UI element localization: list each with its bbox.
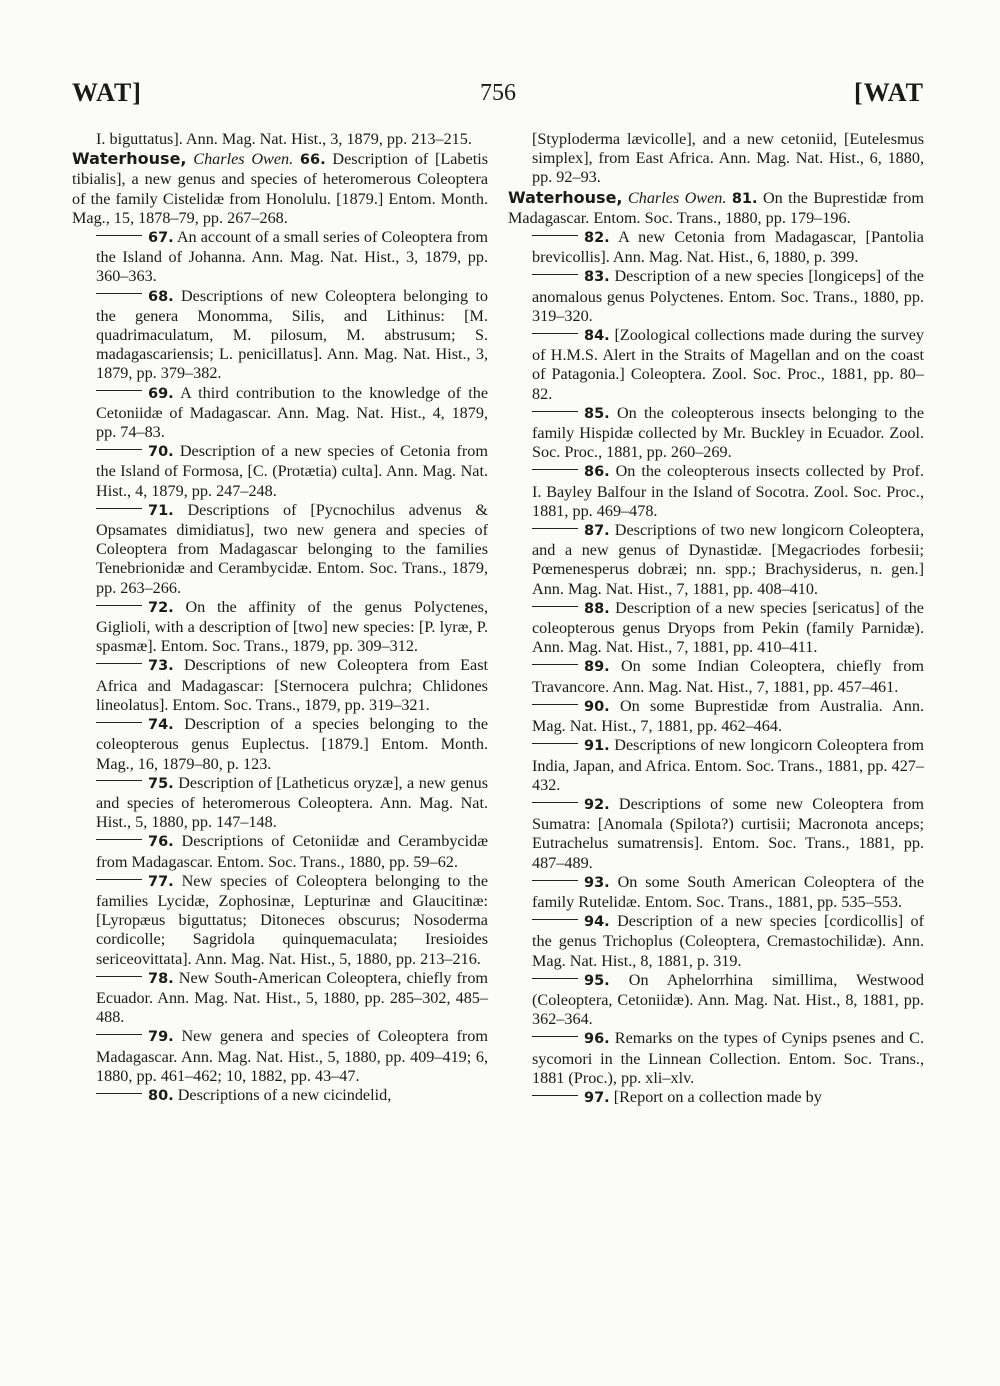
entry-number: 80. xyxy=(148,1087,174,1104)
entry-text: On some South American Coleoptera of the family Rutelidæ. Entom. Soc. Trans., 1881, pp. 535–553. xyxy=(532,872,925,911)
entry-text: New genera and species of Coleoptera from Madagascar. Ann. Mag. Nat. Hist., 5, 1880, pp. 409–419; 6, 1880, pp. 461–462; 10, 1882, pp. 43–47. xyxy=(96,1027,488,1085)
entry-text: Description of a new species [sericatus] of the coleopterous genus Dryops from Pekin (family Parnidæ). Ann. Mag. Nat. Hist., 7, 1881, pp. 410–411. xyxy=(532,598,924,657)
ditto-dash xyxy=(532,664,578,665)
bibliography-entry xyxy=(532,657,924,696)
ditto-dash xyxy=(532,606,578,607)
bibliography-entry xyxy=(532,1088,924,1108)
entry-number: 77. xyxy=(148,873,174,890)
bibliography-entry xyxy=(532,462,924,521)
entry-text: On Aphelorrhina simillima, Westwood (Coleoptera, Cetoniidæ). Ann. Mag. Nat. Hist., 8, 1881, pp. 362–364. xyxy=(532,970,925,1029)
entry-text: On some Buprestidæ from Australia. Ann. Mag. Nat. Hist., 7, 1881, pp. 462–464. xyxy=(532,696,925,736)
author-given-name: Charles Owen. xyxy=(193,150,294,169)
entry-text: On the Buprestidæ from Madagascar. Entom. Soc. Trans., 1880, pp. 179–196. xyxy=(508,188,924,227)
entry-number: 73. xyxy=(148,658,174,675)
entry-number: 71. xyxy=(148,502,174,519)
bibliography-entry xyxy=(532,228,924,267)
entry-number: 96. xyxy=(584,1031,610,1048)
entry-number: 67. xyxy=(148,230,174,247)
bibliography-entry xyxy=(532,912,924,971)
entry-text: [Zoological collections made during the survey of H.M.S. Alert in the Straits of Magellan and on the coast of Patagonia.] Coleoptera. Zool. Soc. Proc., 1881, pp. 80–82. xyxy=(532,326,925,403)
entry-text: On the coleopterous insects belonging to the family Hispidæ collected by Mr. Buckley in Ecuador. Zool. Soc. Proc., 1881, pp. 260–269. xyxy=(532,403,925,462)
bibliography-entry xyxy=(96,384,488,443)
bibliography-entry xyxy=(96,656,488,715)
entry-text: Description of [Latheticus oryzæ], a new genus and species of heteromerous Coleoptera. Ann. Mag. Nat. Hist., 5, 1880, pp. 147–148. xyxy=(96,773,488,832)
bibliography-entry xyxy=(96,969,488,1028)
ditto-dash xyxy=(96,976,142,977)
ditto-dash xyxy=(96,605,142,606)
entry-text: Description of a new species [cordicollis] of the genus Trichoplus (Coleoptera, Cremastochilidæ). Ann. Mag. Nat. Hist., 8, 1881, p. 319. xyxy=(532,912,924,970)
bibliography-entry xyxy=(96,832,488,871)
entry-text: On some Indian Coleoptera, chiefly from Travancore. Ann. Mag. Nat. Hist., 7, 1881, pp. 457–461. xyxy=(532,657,925,696)
page-number: 756 xyxy=(480,80,516,106)
bibliography-entry xyxy=(532,697,924,736)
entry-number: 93. xyxy=(584,874,610,891)
author-entry xyxy=(508,188,924,228)
entry-number: 94. xyxy=(584,914,610,931)
entry-text: A new Cetonia from Madagascar, [Pantolia brevicollis]. Ann. Mag. Nat. Hist., 6, 1880, p. 399. xyxy=(532,228,924,267)
entry-text: Descriptions of new Coleoptera belonging to the genera Monomma, Silis, and Lithinus: [M. quadrimaculatum, M. pilosum, M. abstrusum; S. madagascariensis; L. penicillatus]. Ann. Mag. Nat. Hist., 3, 1879, pp. 379–382. xyxy=(96,286,488,383)
entry-text: Description of a new species [longiceps] of the anomalous genus Polyctenes. Entom. Soc. Trans., 1880, pp. 319–320. xyxy=(532,267,924,325)
entry-text: Description of a species belonging to the coleopterous genus Euplectus. [1879.] Entom. Month. Mag., 16, 1879–80, p. 123. xyxy=(96,715,488,773)
bibliography-entry xyxy=(532,521,924,599)
bibliography-entry xyxy=(96,715,488,774)
ditto-dash xyxy=(532,880,578,881)
bibliography-entry xyxy=(532,267,924,326)
ditto-dash xyxy=(532,333,578,334)
bibliography-entry xyxy=(96,774,488,833)
entry-text: On the affinity of the genus Polyctenes, Giglioli, with a description of [two] new species: [P. lyræ, P. spasmæ]. Entom. Soc. Trans., 1879, pp. 309–312. xyxy=(96,597,489,656)
entry-text: An account of a small series of Coleoptera from the Island of Johanna. Ann. Mag. Nat. Hist., 3, 1879, pp. 360–363. xyxy=(96,228,488,286)
entry-number: 92. xyxy=(584,796,610,813)
ditto-dash xyxy=(96,722,142,723)
entry-number: 69. xyxy=(148,385,174,402)
ditto-dash xyxy=(532,919,578,920)
entry-text: Remarks on the types of Cynips psenes and C. sycomori in the Linnean Collection. Entom. Soc. Trans., 1881 (Proc.), pp. xli–xlv. xyxy=(532,1029,925,1087)
ditto-dash xyxy=(96,449,142,450)
bibliography-entry xyxy=(96,442,488,501)
entry-number: 79. xyxy=(148,1029,174,1046)
entry-number: 75. xyxy=(148,775,174,792)
ditto-dash xyxy=(96,293,142,294)
bibliography-entry xyxy=(532,971,924,1030)
entry-number: 85. xyxy=(584,405,610,422)
entry-text: Descriptions of some new Coleoptera from Sumatra: [Anomala (Spilota?) curtisii; Macronota anceps; Eutrachelus sumatrensis]. Entom. Soc. Trans., 1881, pp. 487–489. xyxy=(532,794,924,872)
header-right-keyword: [WAT xyxy=(854,78,924,107)
bibliography-entry xyxy=(532,873,924,912)
ditto-dash xyxy=(96,235,142,236)
entry-number: 74. xyxy=(148,717,174,734)
entry-number: 83. xyxy=(584,269,610,286)
ditto-dash xyxy=(96,839,142,840)
entry-number: 84. xyxy=(584,328,610,345)
bibliography-entry xyxy=(532,795,924,873)
ditto-dash xyxy=(96,508,142,509)
entry-number: 81. xyxy=(731,190,758,207)
ditto-dash xyxy=(532,469,578,470)
right-column xyxy=(508,130,925,1108)
entry-text: [Report on a collection made by xyxy=(613,1087,822,1106)
bibliography-entry xyxy=(532,736,924,795)
ditto-dash xyxy=(96,780,142,781)
entry-text: Descriptions of new longicorn Coleoptera from India, Japan, and Africa. Entom. Soc. Trans., 1881, pp. 427–432. xyxy=(532,736,924,794)
ditto-dash xyxy=(532,704,578,705)
bibliography-entry xyxy=(532,404,924,463)
entry-text: New species of Coleoptera belonging to the families Lycidæ, Zophosinæ, Lepturinæ and Glaucitinæ: [Lyropæus biguttatus; Ditoneces obscurus; Nosoderma cordicolle; Sagridola quinquemaculata; Iresioides sericeovittata]. Ann. Mag. Nat. Hist., 5, 1880, pp. 213–216. xyxy=(96,871,489,968)
ditto-dash xyxy=(96,879,142,880)
bibliography-entry xyxy=(96,228,488,287)
entry-number: 82. xyxy=(584,230,610,247)
entry-number: 88. xyxy=(584,600,610,617)
bibliography-entry xyxy=(532,326,924,404)
entry-text: On the coleopterous insects collected by Prof. I. Bayley Balfour in the Island of Socotra. Zool. Soc. Proc., 1881, pp. 469–478. xyxy=(532,462,924,520)
bibliography-entry xyxy=(532,1029,924,1088)
entry-number: 91. xyxy=(584,738,610,755)
entry-number: 87. xyxy=(584,523,610,540)
author-entry xyxy=(72,149,488,228)
ditto-dash xyxy=(532,528,578,529)
left-column xyxy=(72,130,489,1106)
entry-number: 95. xyxy=(584,972,610,989)
entry-list xyxy=(532,228,924,1108)
bibliography-entry xyxy=(96,1027,488,1086)
entry-text: New South-American Coleoptera, chiefly from Ecuador. Ann. Mag. Nat. Hist., 5, 1880, pp. 285–302, 485–488. xyxy=(96,968,489,1027)
bibliography-entry xyxy=(96,501,488,598)
running-header xyxy=(72,78,924,118)
continuation-entry: I. biguttatus]. Ann. Mag. Nat. Hist., 3, 1879, pp. 213–215. xyxy=(96,130,472,148)
entry-text: Description of a new species of Cetonia from the Island of Formosa, [C. (Protætia) culta]. Ann. Mag. Nat. Hist., 4, 1879, pp. 247–248. xyxy=(96,442,488,500)
author-surname: Waterhouse, xyxy=(508,187,623,207)
continuation-entry: [Styploderma lævicolle], and a new cetoniid, [Eutelesmus simplex], from East Africa. Ann. Mag. Nat. Hist., 6, 1880, pp. 92–93. xyxy=(532,130,924,187)
ditto-dash xyxy=(532,978,578,979)
entry-text: Descriptions of two new longicorn Coleoptera, and a new genus of Dynastidæ. [Megacriodes forbesii; Pœmenesperus dobræi; nn. spp.; Brachysiderus, n. gen.] Ann. Mag. Nat. Hist., 7, 1881, pp. 408–410. xyxy=(532,521,924,598)
ditto-dash xyxy=(96,390,142,391)
entry-text: Description of [Labetis tibialis], a new genus and species of heteromerous Coleoptera of the family Cistelidæ from Honolulu. [1879.] Entom. Month. Mag., 15, 1878–79, pp. 267–268. xyxy=(72,150,488,227)
entry-number: 68. xyxy=(148,288,174,305)
entry-number: 66. xyxy=(299,152,326,169)
ditto-dash xyxy=(532,274,578,275)
entry-number: 97. xyxy=(584,1089,610,1106)
bibliography-entry xyxy=(96,872,488,969)
bibliography-entry xyxy=(532,599,924,658)
entry-number: 89. xyxy=(584,659,610,676)
header-left-keyword: WAT] xyxy=(72,78,142,107)
entry-text: Descriptions of [Pycnochilus advenus & Opsamates dimidiatus], two new genera and species of Coleoptera from Madagascar belonging to the families Tenebrionidæ and Cerambycidæ. Entom. Soc. Trans., 1879, pp. 263–266. xyxy=(96,500,489,597)
author-surname: Waterhouse, xyxy=(72,149,187,169)
ditto-dash xyxy=(96,663,142,664)
entry-list xyxy=(96,228,488,1106)
entry-number: 72. xyxy=(148,599,174,616)
ditto-dash xyxy=(532,411,578,412)
ditto-dash xyxy=(532,1036,578,1037)
author-given-name: Charles Owen. xyxy=(627,188,727,207)
entry-number: 86. xyxy=(584,464,610,481)
entry-text: A third contribution to the knowledge of the Cetoniidæ of Madagascar. Ann. Mag. Nat. Hist., 4, 1879, pp. 74–83. xyxy=(96,383,489,442)
entry-number: 76. xyxy=(148,834,174,851)
entry-number: 70. xyxy=(148,444,174,461)
ditto-dash xyxy=(532,802,578,803)
entry-number: 90. xyxy=(584,698,610,715)
entry-text: Descriptions of a new cicindelid, xyxy=(177,1085,392,1104)
ditto-dash xyxy=(96,1034,142,1035)
ditto-dash xyxy=(96,1093,142,1094)
entry-number: 78. xyxy=(148,970,174,987)
ditto-dash xyxy=(532,235,578,236)
bibliography-entry xyxy=(96,1086,488,1106)
ditto-dash xyxy=(532,743,578,744)
entry-text: Descriptions of Cetoniidæ and Cerambycidæ from Madagascar. Entom. Soc. Trans., 1880, pp. 59–62. xyxy=(96,832,489,871)
entry-text: Descriptions of new Coleoptera from East Africa and Madagascar: [Sternocera pulchra; Chlidones lineolatus]. Entom. Soc. Trans., 1879, pp. 319–321. xyxy=(96,656,488,714)
bibliography-entry xyxy=(96,287,488,384)
bibliography-entry xyxy=(96,598,488,657)
ditto-dash xyxy=(532,1095,578,1096)
